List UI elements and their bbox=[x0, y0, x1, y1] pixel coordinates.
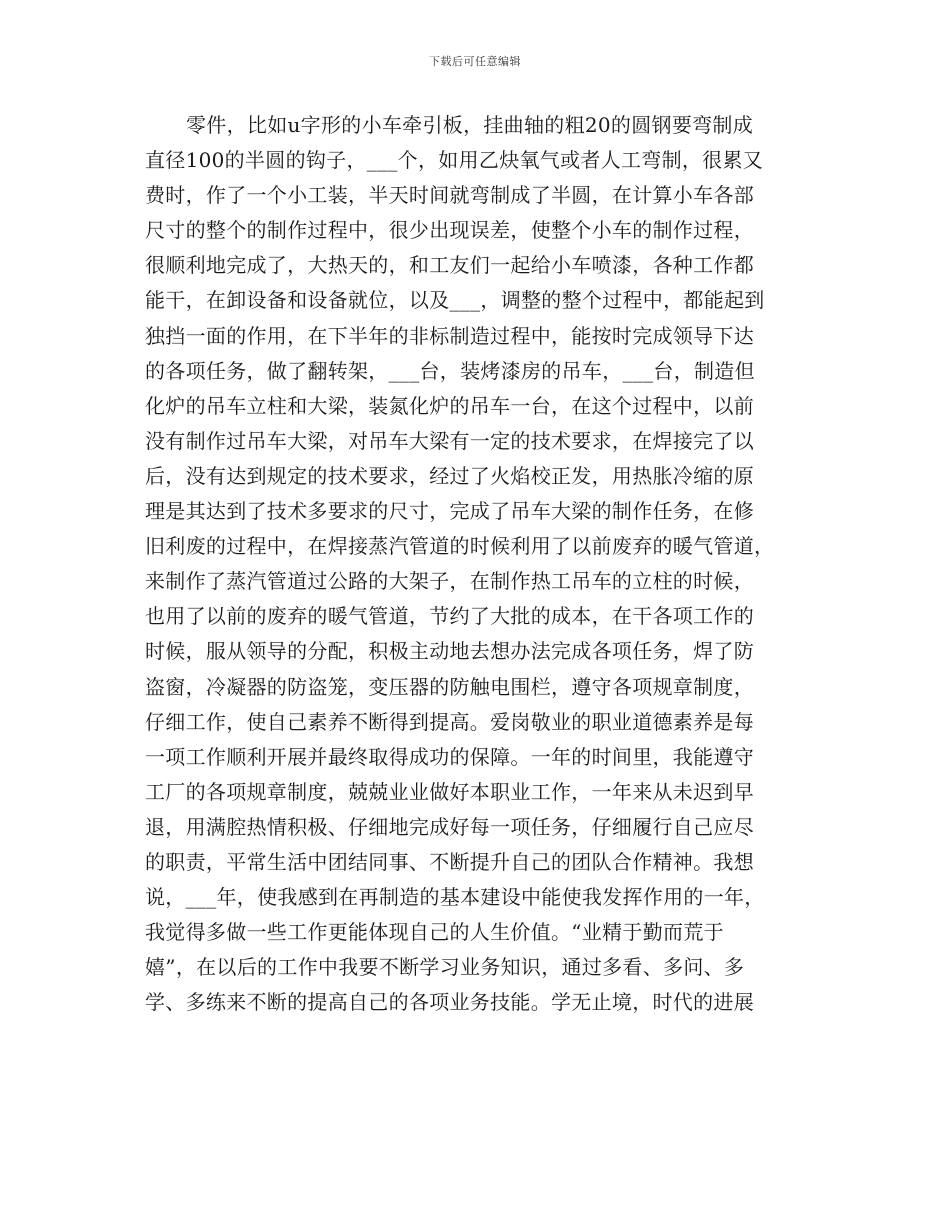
text-line: 独挡一面的作用，在下半年的非标制造过程中，能按时完成领导下达 bbox=[145, 323, 754, 348]
text-line: 仔细工作，使自己素养不断得到提高。爱岗敬业的职业道德素养是每 bbox=[145, 709, 754, 734]
text-line: 能干，在卸设备和设备就位，以及___，调整的整个过程中，都能起到 bbox=[145, 288, 765, 313]
text-line: 我觉得多做一些工作更能体现自己的人生价值。“业精于勤而荒于 bbox=[145, 920, 724, 945]
text-line: 很顺利地完成了，大热天的，和工友们一起给小车喷漆，各种工作都 bbox=[145, 253, 754, 278]
text-line: 后，没有达到规定的技术要求，经过了火焰校正发，用热胀冷缩的原 bbox=[145, 463, 754, 488]
text-line: 退，用满腔热情积极、仔细地完成好每一项任务，仔细履行自己应尽 bbox=[145, 814, 754, 839]
text-line: 的各项任务，做了翻转架，___台，装烤漆房的吊车，___台，制造但 bbox=[145, 358, 755, 383]
text-line: 一项工作顺利开展并最终取得成功的保障。一年的时间里，我能遵守 bbox=[145, 744, 754, 769]
text-line: 尺寸的整个的制作过程中，很少出现误差，使整个小车的制作过程， bbox=[145, 218, 754, 243]
text-line: 来制作了蒸汽管道过公路的大架子，在制作热工吊车的立柱的时候， bbox=[145, 569, 754, 594]
text-line: 也用了以前的废弃的暖气管道，节约了大批的成本，在干各项工作的 bbox=[145, 604, 754, 629]
text-line: 费时，作了一个小工装，半天时间就弯制成了半圆，在计算小车各部 bbox=[145, 183, 754, 208]
text-line: 说，___年，使我感到在再制造的基本建设中能使我发挥作用的一年， bbox=[145, 885, 765, 910]
text-line: 旧利废的过程中，在焊接蒸汽管道的时候利用了以前废弃的暖气管道， bbox=[145, 534, 775, 559]
page-header: 下载后可任意编辑 bbox=[429, 55, 521, 68]
text-line: 零件，比如u字形的小车牵引板，挂曲轴的粗20的圆钢要弯制成 bbox=[186, 113, 754, 137]
text-line: 时候，服从领导的分配，积极主动地去想办法完成各项任务，焊了防 bbox=[145, 639, 754, 664]
body-text bbox=[145, 108, 825, 1020]
text-line: 直径100的半圆的钩子，___个，如用乙炔氧气或者人工弯制，很累又 bbox=[145, 148, 764, 173]
text-line: 嬉”，在以后的工作中我要不断学习业务知识，通过多看、多问、多 bbox=[145, 955, 745, 980]
text-line: 盗窗，冷凝器的防盗笼，变压器的防触电围栏，遵守各项规章制度， bbox=[145, 674, 754, 699]
text-line: 化炉的吊车立柱和大梁，装氮化炉的吊车一台，在这个过程中，以前 bbox=[145, 393, 754, 418]
text-line: 没有制作过吊车大梁，对吊车大梁有一定的技术要求，在焊接完了以 bbox=[145, 428, 754, 453]
text-line: 工厂的各项规章制度，兢兢业业做好本职业工作，一年来从未迟到早 bbox=[145, 779, 754, 804]
text-line: 理是其达到了技术多要求的尺寸，完成了吊车大梁的制作任务，在修 bbox=[145, 499, 754, 524]
text-line: 学、多练来不断的提高自己的各项业务技能。学无止境，时代的进展 bbox=[145, 990, 754, 1015]
text-line: 的职责，平常生活中团结同事、不断提升自己的团队合作精神。我想 bbox=[145, 849, 754, 874]
